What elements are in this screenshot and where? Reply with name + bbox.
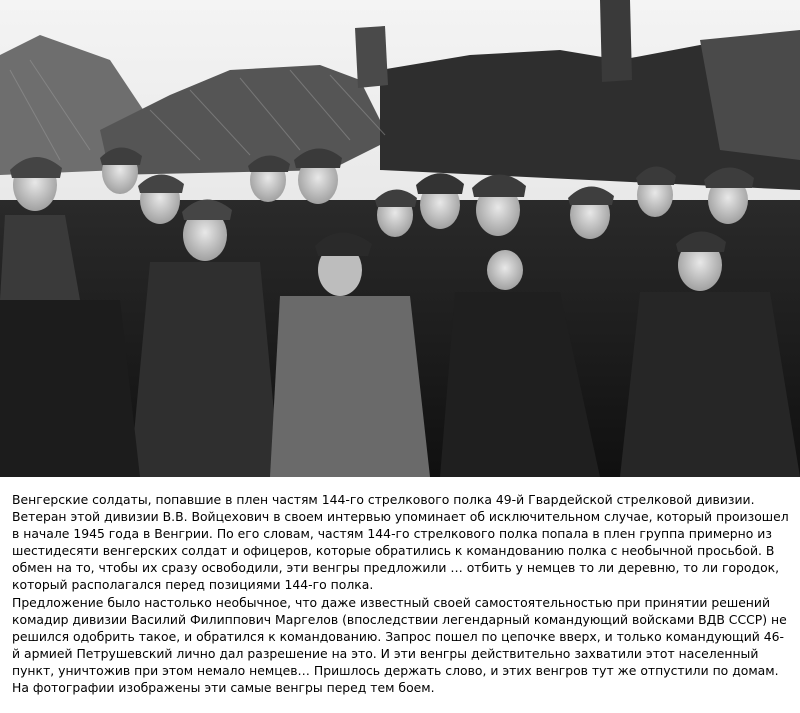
photo-caption (12, 491, 792, 696)
caption-paragraph-2: Предложение было настолько необычное, что даже известный своей самостоятельностью при принятии решений комадир дивизии Василий Филиппович Маргелов (впоследствии легендарный командующий войсками ВДВ СССР) не решился одобрить такое, и обратился к командованию. Запрос пошел по цепочке вверх, и только командующий 46-й армией Петрушевский лично дал разрешение на это. И эти венгры действительно захватили этот населенный пункт, уничтожив при этом немало немцев… Пришлось держать слово, и этих венгров тут же отпустили по домам. (12, 594, 787, 678)
soldier (0, 300, 140, 477)
caption-paragraph-3: На фотографии изображены эти самые венгры перед тем боем. (12, 680, 435, 696)
caption-paragraph-1: Венгерские солдаты, попавшие в плен частям 144-го стрелкового полка 49-й Гвардейской стрелковой дивизии. Ветеран этой дивизии В.В. Войцехович в своем интервью упоминает об исключительном случае, который произошел в начале 1945 года в Венгрии. По его словам, частям 144-го стрелкового полка попала в плен группа примерно из шестидесяти венгерских солдат и офицеров, которые обратились к командованию полка с необычной просьбой. В обмен на то, чтобы их сразу освободили, эти венгры предложили … отбить у немцев то ли деревню, то ли городок, который располагался перед позициями 144-го полка. (12, 492, 789, 593)
